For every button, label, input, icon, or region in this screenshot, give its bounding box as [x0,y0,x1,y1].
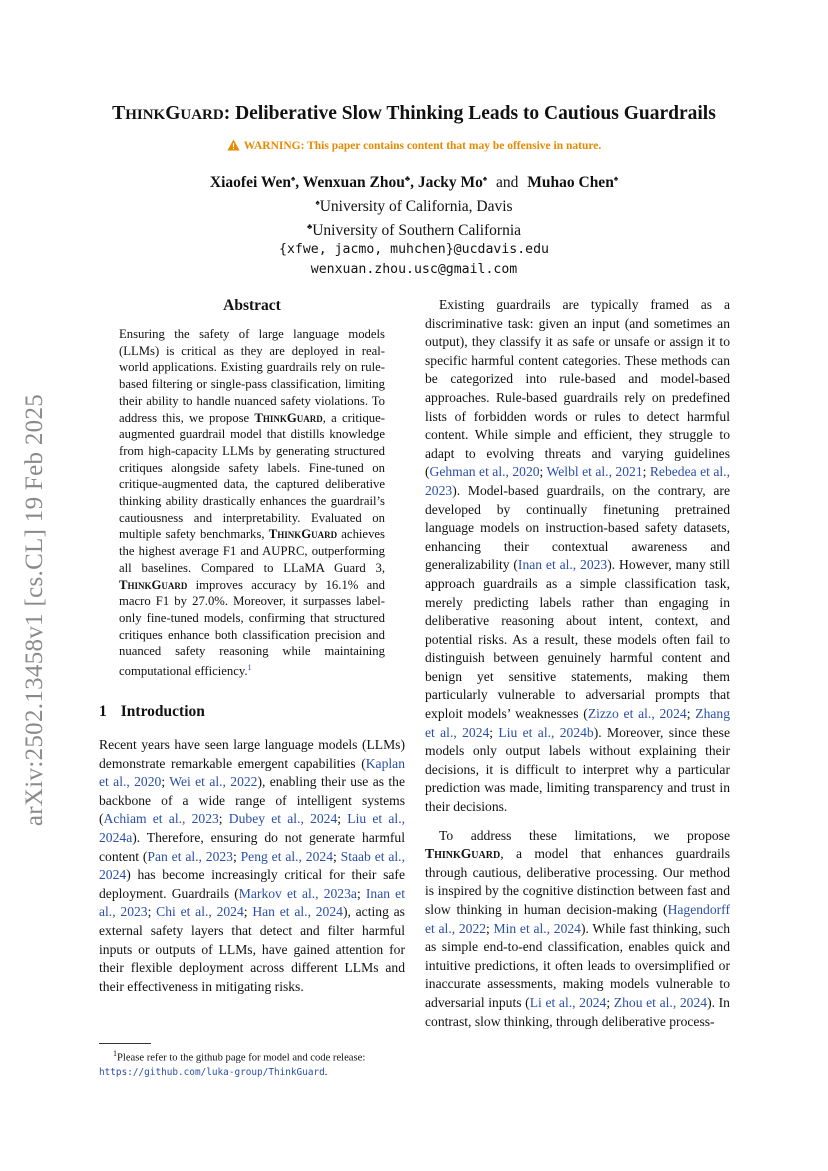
citation-link[interactable]: Zhou et al., 2024 [613,994,708,1010]
email-line-2: wenxuan.zhou.usc@gmail.com [310,261,518,277]
body-text: ). In contrast, slow thinking, through deliberative process- [425,994,730,1029]
intro-paragraph [99,736,405,996]
citation-link[interactable]: Hagendorff et al., 2022 [425,902,730,936]
citation-separator: ; [232,848,241,864]
citation-link[interactable]: Min et al., 2024 [493,920,581,936]
body-text: Recent years have seen large language models (LLMs) demonstrate remarkable emergent capabilities ( [99,737,405,771]
affiliation-mark: ♠ [613,174,619,183]
arxiv-stamp [18,370,52,850]
abstract-heading: Abstract [223,297,281,314]
system-name: ThinkGuard [425,846,501,862]
citation-link[interactable]: Wei et al., 2022 [169,774,258,790]
citation-separator: ; [147,904,157,920]
warning-icon [227,139,240,151]
footnote-mark: 1 [113,1049,117,1058]
citation-link[interactable]: Achiam et al., 2023 [103,811,219,827]
body-text: ), enabling their use as the backbone of a wide range of intelligent systems ( [99,774,405,827]
citation-link[interactable]: Staab et al., 2024 [99,848,405,883]
citation-separator: ; [337,811,348,827]
content-warning [60,138,768,154]
citation-link[interactable]: Liu et al., 2024a [99,811,405,845]
affiliation-text: University of Southern California [312,221,522,239]
email-line-1: {xfwe, jacmo, muhchen}@ucdavis.edu [279,242,549,258]
paper-header [60,100,768,279]
affiliation-text: University of California, Davis [319,198,513,216]
abstract-text: improves accuracy by 16.1% and macro F1 by 27.0%. Moreover, it surpasses label-only fine-tuned models, confirming that structured critiques enhance both classification precision and nuanced safety reasoning while maintaining computational efficiency. [119,577,385,679]
citation-link[interactable]: Zhang et al., 2024 [425,706,730,740]
citation-separator: ; [486,920,494,936]
title-uard: UARD [180,107,224,123]
affiliation-mark: ♠ [315,198,320,208]
citation-separator: ; [606,994,614,1010]
body-text: ). However, many still approach guardrails as a simple classification task, merely predicting labels rather than engaging in deliberative reasoning about intent, context, and potential risks. As a result, these models often fail to distinguish between genuinely harmful content and benign yet sensitive statements, making them particularly vulnerable to adversarial prompts that exploit models’ weaknesses ( [425,557,730,722]
warning-text: WARNING: This paper contains content that may be offensive in nature. [243,140,602,152]
affiliation-mark: ♠ [482,174,488,183]
citation-separator: ; [218,811,229,827]
abstract-text: achieves the highest average F1 and AUPRC, outperforming all baselines. Compared to LLaMA Guard 3, [119,527,385,575]
abstract-body [99,326,405,680]
footnote-text: Please refer to the github page for model and code release: [117,1052,366,1064]
section-number: 1 [99,703,107,720]
title-hink: HINK [125,107,166,123]
citation-link[interactable]: Dubey et al., 2024 [228,811,338,827]
title-rest: : Deliberative Slow Thinking Leads to Cautious Guardrails [223,103,716,124]
citation-separator: ; [356,885,366,901]
citation-separator: ; [642,464,650,480]
paper-title [60,100,768,129]
system-name: ThinkGuard [254,410,323,425]
footnote-ref[interactable]: 1 [247,663,252,673]
footnote-rule [99,1043,151,1044]
body-text: ). Moreover, since these models only output labels without explaining their decisions, it is difficult to interpret why a particular prediction was made, limiting transparency and trust in their decisions. [425,724,730,815]
citation-separator: ; [489,724,499,740]
body-text: ). Model-based guardrails, on the contrary, are developed by continually finetuning pretrained language models on instruction-based safety datasets, enhancing their contextual awareness and generalizability ( [425,482,730,573]
citation-separator: ; [243,904,253,920]
citation-link[interactable]: Markov et al., 2023a [238,885,357,901]
section-title: Introduction [120,703,205,720]
body-text: Existing guardrails are typically framed as a discriminative task: given an input (and sometimes an output), they classify it as safe or unsafe or assign it to specific harmful content categories. These methods can be categorized into rule-based and model-based approaches. Rule-based guardrails rely on predefined lists of forbidden words or rules to detect harmful content. While simple and efficient, they struggle to adapt to evolving threats and varying guidelines ( [425,297,730,480]
citation-link[interactable]: Kaplan et al., 2020 [99,755,405,790]
body-text: , a model that enhances guardrails through cautious, deliberative processing. Our method is inspired by the cognitive distinction between fast and slow thinking in human decision-making ( [425,846,730,917]
citation-separator: ; [161,774,170,790]
author-name: Jacky Mo [417,174,483,192]
citation-separator: ; [539,464,547,480]
body-text: ) has become increasingly critical for their safe deployment. Guardrails ( [99,867,405,901]
citation-separator: ; [333,848,341,864]
system-name: ThinkGuard [268,527,338,542]
author-name: Wenxuan Zhou [302,174,405,192]
footnote-end: . [324,1066,328,1078]
body-text: To address these limitations, we propose [439,827,730,843]
citation-separator: ; [686,706,696,722]
footnote [99,1047,419,1080]
author-list: Xiaofei Wen♠, Wenxuan Zhou♣, Jacky Mo♠ and Muhao Chen♠ [209,174,619,192]
right-column [425,296,730,1031]
footnote-url-link[interactable]: https://github.com/luka-group/ThinkGuard [99,1066,325,1078]
body-text: ). Therefore, ensuring do not generate harmful content ( [99,829,405,864]
citation-link[interactable]: Li et al., 2024 [529,994,607,1010]
body-paragraph [425,827,730,1032]
citation-link[interactable]: Gehman et al., 2020 [429,464,540,480]
citation-link[interactable]: Peng et al., 2024 [240,848,333,864]
affiliation-mark: ♠ [291,174,296,183]
affiliation-1 [60,193,768,217]
arxiv-stamp-text: arXiv:2502.13458v1 [cs.CL] 19 Feb 2025 [21,393,48,827]
affiliation-mark: ♣ [404,174,411,183]
left-column [99,296,405,996]
citation-link[interactable]: Welbl et al., 2021 [546,464,643,480]
system-name: ThinkGuard [119,577,188,592]
citation-link[interactable]: Pan et al., 2023 [147,848,233,864]
citation-link[interactable]: Liu et al., 2024b [498,724,594,740]
affiliation-2 [60,217,768,241]
citation-link[interactable]: Zizzo et al., 2024 [587,706,687,722]
body-text: ). While fast thinking, such as simple end-to-end classification, enables quick and intuitive predictions, it often leads to oversimplified or inaccurate assessments, making models vulnerable to adversarial inputs ( [425,920,730,1010]
citation-link[interactable]: Chi et al., 2024 [156,904,244,920]
author-name: Muhao Chen [527,174,614,192]
affiliation-mark: ♣ [306,221,313,231]
author-name: Xiaofei Wen [209,174,292,192]
section-heading-introduction [99,702,405,722]
title-t: T [112,103,126,124]
abstract-text: , a critique-augmented guardrail model that distills knowledge from high-capacity LLMs by generating structured critiques alongside safety labels. Fine-tuned on critique-augmented data, the captured deliberative thinking ability drastically enhances the guardrail’s cautiousness and interpretability. Evaluated on multiple safety benchmarks, [119,410,385,542]
body-paragraph [425,296,730,817]
citation-link[interactable]: Inan et al., 2023 [517,557,608,573]
title-g: G [165,103,181,124]
author-and: and [495,174,519,192]
citation-link[interactable]: Han et al., 2024 [252,904,343,920]
body-text: ), acting as external safety layers that detect and filter harmful inputs or outputs of LLMs, have gained attention for their flexible deployment across different LLMs and their effectiveness in mitigating risks. [99,904,405,994]
citation-link[interactable]: Inan et al., 2023 [99,885,405,920]
abstract-text: Ensuring the safety of large language models (LLMs) is critical as they are deployed in real-world applications. Existing guardrails rely on rule-based filtering or single-pass classification, limiting their ability to handle nuanced safety violations. To address this, we propose [119,327,385,425]
citation-link[interactable]: Rebedea et al., 2023 [425,464,730,498]
